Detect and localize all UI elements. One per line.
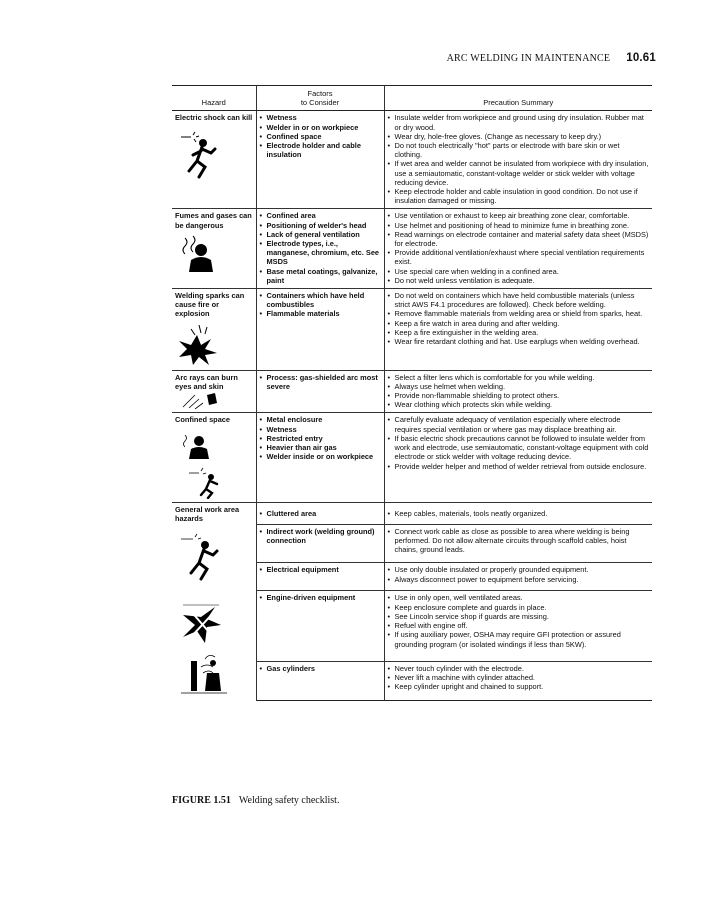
precautions-cell: [384, 661, 652, 700]
factor-item: • Welder inside or on workpiece: [260, 452, 381, 461]
precaution-item: • Keep a fire watch in area during and after welding.: [388, 319, 650, 328]
precaution-item: • Provide additional ventilation/exhaust where special ventilation requirements exist.: [388, 248, 650, 266]
electric-shock-icon: [175, 127, 223, 179]
hazard-label: Fumes and gases can be dangerous: [175, 211, 252, 230]
precaution-item: • Provide non-flammable shielding to protect others.: [388, 391, 650, 400]
precaution-item: • Never touch cylinder with the electrode.: [388, 664, 650, 673]
general-hazard-icon: [175, 527, 231, 697]
precautions-cell: [384, 111, 652, 209]
precaution-item: • Use in only open, well ventilated areas.: [388, 593, 650, 602]
factor-item: • Wetness: [260, 113, 381, 122]
factors-cell: [256, 289, 384, 371]
factors-cell: [256, 370, 384, 413]
precaution-item: • Read warnings on electrode container and material safety data sheet (MSDS) for electrode.: [388, 230, 650, 248]
header-precaution: Precaution Summary: [384, 86, 652, 111]
factor-item: • Containers which have held combustibles: [260, 291, 381, 309]
precaution-item: • Use special care when welding in a confined area.: [388, 267, 650, 276]
hazard-label: Welding sparks can cause fire or explosion: [175, 291, 245, 319]
precaution-item: • Do not touch electrically "hot" parts or electrode with bare skin or wet clothing.: [388, 141, 650, 159]
factor-item: • Base metal coatings, galvanize, paint: [260, 267, 381, 285]
explosion-icon: [175, 323, 219, 367]
factor-item: • Confined area: [260, 211, 381, 220]
precautions-cell: [384, 563, 652, 591]
factor-item: • Engine-driven equipment: [260, 593, 381, 602]
factors-cell: [256, 209, 384, 289]
factor-item: • Electrode holder and cable insulation: [260, 141, 381, 159]
hazard-cell: [172, 413, 256, 502]
precaution-item: • Connect work cable as close as possible to area where welding is being performed. Do not allow alternate circuits through scaffold cables, hoist chains, ground leads.: [388, 527, 650, 555]
precaution-item: • If basic electric shock precautions cannot be followed to insulate welder from work and electrode, use semiautomatic, constant-voltage equipment with cold electrode or stick welder with voltage reducing device.: [388, 434, 650, 462]
factor-item: • Metal enclosure: [260, 415, 381, 424]
factor-item: • Flammable materials: [260, 309, 381, 318]
hazard-label: General work area hazards: [175, 504, 240, 523]
precaution-item: • Use ventilation or exhaust to keep air breathing zone clear, comfortable.: [388, 211, 650, 220]
precautions-cell: [384, 502, 652, 524]
precaution-item: • Wear clothing which protects skin while welding.: [388, 400, 650, 409]
factors-cell: [256, 661, 384, 700]
factors-cell: [256, 502, 384, 524]
precaution-item: • Keep enclosure complete and guards in place.: [388, 603, 650, 612]
factor-item: • Lack of general ventilation: [260, 230, 381, 239]
hazard-label: Confined space: [175, 415, 231, 425]
factor-item: • Confined space: [260, 132, 381, 141]
precaution-item: • Use helmet and positioning of head to minimize fume in breathing zone.: [388, 221, 650, 230]
confined-space-icon: [175, 429, 229, 499]
precaution-item: • See Lincoln service shop if guards are missing.: [388, 612, 650, 621]
precaution-item: • Do not weld unless ventilation is adequate.: [388, 276, 650, 285]
precaution-item: • Do not weld on containers which have held combustible materials (unless strict AWS F4.1 procedures are followed). Check before welding.: [388, 291, 650, 309]
hazard-cell: [172, 209, 256, 289]
hazard-label: Arc rays can burn eyes and skin: [175, 372, 238, 391]
table-row: [172, 111, 652, 209]
factor-item: • Indirect work (welding ground) connection: [260, 527, 381, 545]
precaution-item: • Wear dry, hole-free gloves. (Change as necessary to keep dry.): [388, 132, 650, 141]
table-row: [172, 502, 652, 524]
header-hazard: Hazard: [172, 86, 256, 111]
factor-item: • Heavier than air gas: [260, 443, 381, 452]
arc-rays-icon: [175, 391, 221, 409]
precaution-item: • Use only double insulated or properly grounded equipment.: [388, 565, 650, 574]
table-row: [172, 413, 652, 502]
hazard-cell: [172, 111, 256, 209]
precaution-item: • If wet area and welder cannot be insulated from workpiece with dry insulation, use a semiautomatic, constant-voltage welder or stick welder with voltage reducing device.: [388, 159, 650, 187]
factor-item: • Cluttered area: [260, 509, 381, 518]
precautions-cell: [384, 289, 652, 371]
factors-cell: [256, 111, 384, 209]
figure-label: FIGURE 1.51: [172, 795, 231, 806]
factors-cell: [256, 413, 384, 502]
hazard-cell: [172, 370, 256, 413]
precaution-item: • Keep a fire extinguisher in the welding area.: [388, 328, 650, 337]
precaution-item: • Never lift a machine with cylinder attached.: [388, 673, 650, 682]
table-row: [172, 289, 652, 371]
precautions-cell: [384, 524, 652, 563]
precaution-item: • Keep cables, materials, tools neatly organized.: [388, 509, 650, 518]
table-row: [172, 370, 652, 413]
precautions-cell: [384, 591, 652, 661]
factor-item: • Wetness: [260, 425, 381, 434]
factor-item: • Gas cylinders: [260, 664, 381, 673]
hazard-cell: [172, 289, 256, 371]
precaution-item: • Select a filter lens which is comfortable for you while welding.: [388, 373, 650, 382]
factors-cell: [256, 524, 384, 563]
precaution-item: • Carefully evaluate adequacy of ventilation especially where electrode requires special ventilation or where gas may displace breathing air.: [388, 415, 650, 433]
factors-cell: [256, 563, 384, 591]
factor-item: • Process: gas-shielded arc most severe: [260, 373, 381, 391]
factor-item: • Positioning of welder's head: [260, 221, 381, 230]
figure-caption-text: Welding safety checklist.: [238, 795, 340, 806]
safety-checklist-table: [172, 85, 652, 701]
running-title: ARC WELDING IN MAINTENANCE: [446, 53, 611, 64]
precautions-cell: [384, 413, 652, 502]
factors-cell: [256, 591, 384, 661]
precaution-item: • Keep cylinder upright and chained to support.: [388, 682, 650, 691]
table-row: [172, 209, 652, 289]
factor-item: • Electrode types, i.e., manganese, chromium, etc. See MSDS: [260, 239, 381, 267]
precautions-cell: [384, 209, 652, 289]
precaution-item: • Provide welder helper and method of welder retrieval from outside enclosure.: [388, 462, 650, 471]
fumes-icon: [175, 234, 219, 274]
precautions-cell: [384, 370, 652, 413]
running-head: [447, 52, 656, 64]
precaution-item: • Insulate welder from workpiece and ground using dry insulation. Rubber mat or dry wood.: [388, 113, 650, 131]
precaution-item: • Always disconnect power to equipment before servicing.: [388, 575, 650, 584]
precaution-item: • Wear fire retardant clothing and hat. Use earplugs when welding overhead.: [388, 337, 650, 346]
hazard-cell: [172, 502, 256, 700]
factor-item: • Welder in or on workpiece: [260, 123, 381, 132]
precaution-item: • Keep electrode holder and cable insulation in good condition. Do not use if insulation damaged or missing.: [388, 187, 650, 205]
page-number: 10.61: [626, 52, 656, 64]
factor-item: • Restricted entry: [260, 434, 381, 443]
figure-caption: [172, 795, 339, 806]
hazard-label: Electric shock can kill: [175, 113, 253, 123]
factor-item: • Electrical equipment: [260, 565, 381, 574]
precaution-item: • Always use helmet when welding.: [388, 382, 650, 391]
precaution-item: • Remove flammable materials from welding area or shield from sparks, heat.: [388, 309, 650, 318]
precaution-item: • If using auxiliary power, OSHA may require GFI protection or assured grounding program (or isolated windings if less than 5KW).: [388, 630, 650, 648]
precaution-item: • Refuel with engine off.: [388, 621, 650, 630]
header-factors: Factors to Consider: [256, 86, 384, 111]
